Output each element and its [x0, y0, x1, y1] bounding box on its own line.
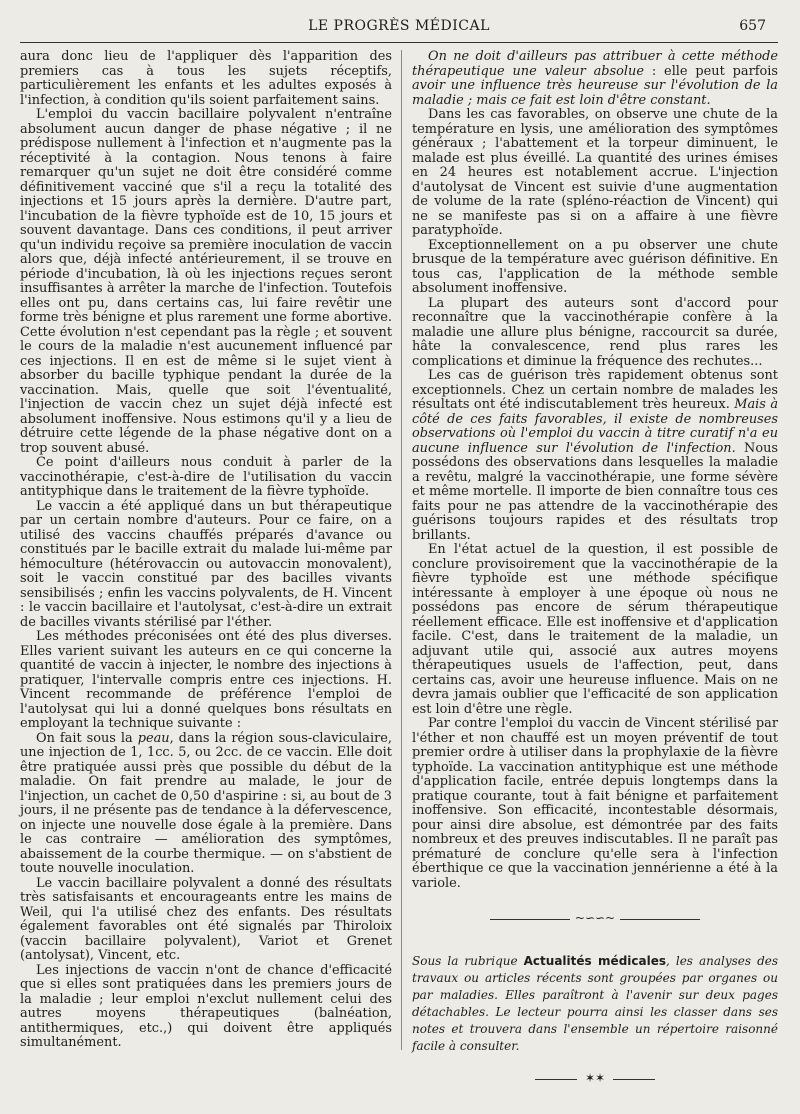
text-span: Les cas de guérison très rapidement obtenus sont exceptionnels. Chez un certain nombre de malades les résultats ont été indiscutablement très heureux.	[412, 368, 778, 412]
text-span: Sous la rubrique	[412, 954, 524, 968]
text-span: On fait sous la	[36, 730, 138, 746]
paragraph: Le vaccin bacillaire polyvalent a donné des résultats très satisfaisants et encourageants entre les mains de Weil, qui l'a utilisé chez des enfants. Des résultats également favorables ont été signalés par Thiroloix (vaccin bacillaire polyvalent), Variot et Grenet (antolysat), Vincent, etc.	[20, 875, 392, 963]
paragraph: L'emploi du vaccin bacillaire polyvalent n'entraîne absolument aucun danger de phase négative ; il ne prédispose nullement à l'infection et n'augmente pas la réceptivité à la contagion. Nous tenons à faire remarquer qu'un sujet ne doit être considéré comme définitivement vacciné que s'il a reçu la totalité des injections et 15 jours après la dernière. D'autre part, l'incubation de la fièvre typhoïde est de 10, 15 jours et souvent davantage. Dans ces conditions, il peut arriver qu'un individu reçoive sa première inoculation de vaccin alors que, déjà infecté antérieurement, il se trouve en période d'incubation, là où les injections reçues seront insuffisantes à arrêter la marche de l'infection. Toutefois elles ont pu, dans certains cas, lui faire revêtir une forme très bénigne et plus rarement une forme abortive. Cette évolution n'est cependant pas la règle ; et souvent le cours de la maladie n'est aucunement influencé par ces injections. Il en est de même si le sujet vient à absorber du bacille typhique pendant la durée de la vaccination. Mais, quelle que soit l'éventualité, l'injection de vaccin chez un sujet déjà infecté est absolument inoffensive. Nous estimons qu'il y a lieu de détruire cette légende de la phase négative dont on a trop souvent abusé.	[20, 107, 392, 456]
ornament-line	[613, 1079, 655, 1080]
page-number: 657	[739, 18, 766, 34]
paragraph	[412, 50, 778, 108]
header-rule	[20, 42, 778, 43]
paragraph: Par contre l'emploi du vaccin de Vincent stérilisé par l'éther et non chauffé est un moyen préventif de tout premier ordre à utiliser dans la prophylaxie de la fièvre typhoïde. La vaccination antityphique est une méthode d'application facile, entrée depuis longtemps dans la pratique courante, tout à fait bénigne et parfaitement inoffensive. Son efficacité, incontestable désormais, pour ainsi dire absolue, est démontrée par des faits nombreux et des preuves indiscutables. Il ne paraît pas prématuré de conclure qu'elle sera à l'infection éberthique ce que la vaccination jennérienne a été à la variole.	[412, 716, 778, 891]
paragraph: Ce point d'ailleurs nous conduit à parler de la vaccinothérapie, c'est-à-dire de l'utilisation du vaccin antityphique dans le traitement de la fièvre typhoïde.	[20, 455, 392, 499]
text-span: Nous possédons des observations dans lesquelles la maladie a revêtu, malgré la vaccinothérapie, une forme sévère et même mortelle. Il importe de bien connaître tous ces faits pour ne pas attendre de la vaccinothérapie des guérisons toujours rapides et des résultats trop brillants.	[412, 440, 779, 543]
end-ornament	[535, 1073, 655, 1085]
italic-text: peau	[137, 730, 170, 746]
paragraph: Le vaccin a été appliqué dans un but thérapeutique par un certain nombre d'auteurs. Pour ce faire, on a utilisé des vaccins chauffés préparés d'avance ou constitués par le bacille extrait du malade lui-même par hémoculture (hétérovaccin ou autovaccin monovalent), soit le vaccin constitué par des bacilles vivants sensibilisés ; enfin les vaccins polyvalents, de H. Vincent : le vaccin bacillaire et l'autolysat, c'est-à-dire un extrait de bacilles vivants stérilisé par l'éther.	[20, 498, 392, 630]
rubric-title: Actualités médicales	[523, 954, 667, 968]
column-divider	[401, 50, 402, 1050]
paragraph	[412, 369, 778, 543]
paragraph: Les injections de vaccin n'ont de chance d'efficacité que si elles sont pratiquées dans les premiers jours de la maladie ; leur emploi n'exclut nullement celui des autres moyens thérapeutiques (balnéation, antithermiques, etc.,) qui doivent être appliqués simultanément.	[20, 962, 392, 1050]
right-column	[412, 50, 778, 1085]
editorial-notice	[412, 953, 778, 1055]
page-header	[20, 14, 778, 42]
left-column	[20, 50, 392, 1051]
ornament-glyph: ✶✶	[584, 1071, 606, 1085]
section-divider-ornament	[490, 911, 700, 925]
paragraph: Dans les cas favorables, on observe une chute de la température en lysis, une amélioration des symptômes généraux ; l'abattement et la torpeur diminuent, le malade est plus éveillé. La quantité des urines émises en 24 heures est notablement accrue. L'injection d'autolysat de Vincent est suivie d'une augmentation de volume de la rate (spléno-réaction de Vincent) qui ne se manifeste pas si on a affaire à une fièvre paratyphoïde.	[412, 107, 778, 238]
text-span: , les analyses des travaux ou articles récents sont groupées par organes ou par maladies. Elles paraîtront à l'avenir sur deux pages détachables. Le lecteur pourra ainsi les classer dans ses notes et trouvera dans l'ensemble un répertoire raisonné facile à consulter.	[412, 954, 779, 1053]
paragraph	[20, 732, 392, 877]
text-span: : elle peut parfois	[644, 63, 779, 79]
italic-text: avoir une influence très heureuse sur l'évolution de la maladie ; mais ce fait est loin d'être constant.	[412, 78, 778, 108]
ornament-line	[535, 1079, 577, 1080]
italic-text: On ne doit d'ailleurs pas attribuer à cette méthode thérapeutique une valeur absolue	[412, 49, 778, 79]
paragraph: En l'état actuel de la question, il est possible de conclure provisoirement que la vaccinothérapie de la fièvre typhoïde est une méthode spécifique intéressante à employer à une époque où nous ne possédons pas encore de sérum thérapeutique réellement efficace. Elle est inoffensive et d'application facile. C'est, dans le traitement de la maladie, un adjuvant utile qui, associé aux autres moyens thérapeutiques usuels de l'affection, peut, dans certains cas, avoir une heureuse influence. Mais on ne devra jamais oublier que l'efficacité de son application est loin d'être une règle.	[412, 542, 778, 717]
italic-text: Mais à côté de ces faits favorables, il existe de nombreuses observations où l'emploi du vaccin à titre curatif n'a eu aucune influence sur l'évolution de l'infection.	[412, 397, 778, 456]
paragraph: Les méthodes préconisées ont été des plus diverses. Elles varient suivant les auteurs en ce qui concerne la quantité de vaccin à injecter, le nombre des injections à pratiquer, l'intervalle compris entre ces injections. H. Vincent recommande de préférence l'emploi de l'autolysat qui lui a donné quelques bons résultats en employant la technique suivante :	[20, 629, 392, 731]
ornament-line	[490, 919, 570, 920]
paragraph: aura donc lieu de l'appliquer dès l'apparition des premiers cas à tous les sujets réceptifs, particulièrement les enfants et les adultes exposés à l'infection, à condition qu'ils soient parfaitement sains.	[20, 49, 392, 108]
running-title: LE PROGRÈS MÉDICAL	[308, 18, 490, 34]
ornament-glyph: ~∽∽~	[574, 911, 616, 925]
paragraph: La plupart des auteurs sont d'accord pour reconnaître que la vaccinothérapie confère à la maladie une allure plus bénigne, raccourcit sa durée, hâte la convalescence, rend plus rares les complications et diminue la fréquence des rechutes...	[412, 295, 778, 369]
text-span: , dans la région sous-claviculaire, une injection de 1, 1cc. 5, ou 2cc. de ce vaccin. Elle doit être pratiquée aussi près que possible du début de la maladie. On fait prendre au malade, le jour de l'injection, un cachet de 0,50 d'aspirine : si, au bout de 3 jours, il ne présente pas de tendance à la défervescence, on injecte une nouvelle dose égale à la première. Dans le cas contraire — amélioration des symptômes, abaissement de la courbe thermique. — on s'abstient de toute nouvelle inoculation.	[20, 730, 392, 876]
paragraph: Exceptionnellement on a pu observer une chute brusque de la température avec guérison définitive. En tous cas, l'application de la méthode semble absolument inoffensive.	[412, 237, 778, 296]
ornament-line	[620, 919, 700, 920]
